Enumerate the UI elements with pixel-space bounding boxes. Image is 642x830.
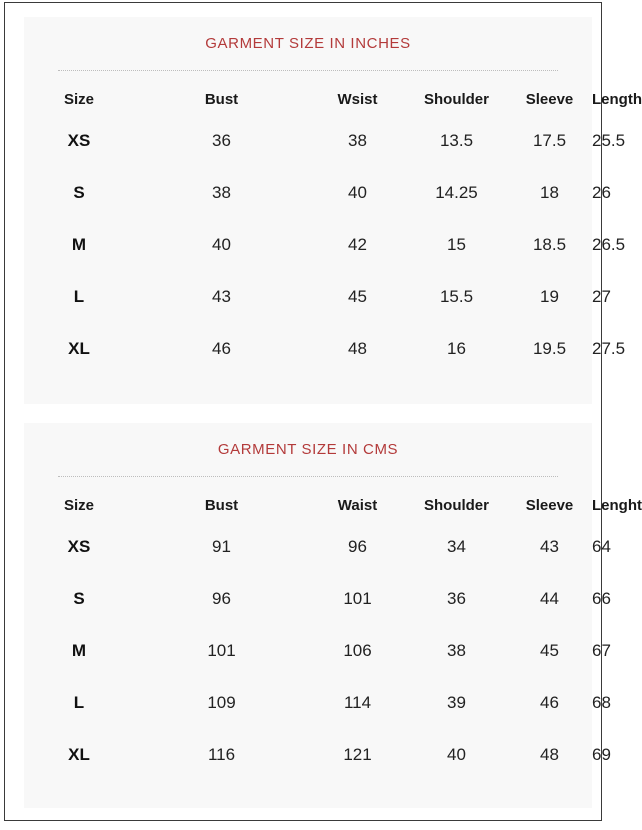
waist-cell: 40 — [348, 183, 367, 202]
header-sleeve: Sleeve — [525, 496, 574, 514]
header-shoulder: Shoulder — [423, 90, 489, 108]
table-row: XS 91 96 34 43 64 — [24, 517, 592, 573]
size-cell: XL — [68, 745, 90, 764]
header-shoulder: Shoulder — [423, 496, 489, 514]
size-cell: M — [71, 235, 87, 254]
size-cell: M — [71, 641, 87, 660]
table-header-row: Size Bust Waist Shoulder Sleeve Lenght — [24, 493, 592, 517]
sleeve-cell: 45 — [540, 641, 559, 660]
sleeve-cell: 48 — [540, 745, 559, 764]
waist-cell: 121 — [343, 745, 372, 764]
header-waist: Waist — [337, 496, 378, 514]
header-bust: Bust — [204, 496, 239, 514]
shoulder-cell: 15 — [447, 235, 466, 254]
table-row: XS 36 38 13.5 17.5 25.5 — [24, 111, 592, 167]
table-row: XL 116 121 40 48 69 — [24, 729, 592, 781]
size-cell: XS — [67, 537, 91, 556]
size-cell: S — [73, 589, 85, 608]
shoulder-cell: 40 — [447, 745, 466, 764]
bust-cell: 96 — [212, 589, 231, 608]
table-row: L 109 114 39 46 68 — [24, 677, 592, 729]
table-header-row: Size Bust Wsist Shoulder Sleeve Length — [24, 87, 592, 111]
waist-cell: 106 — [343, 641, 372, 660]
sleeve-cell: 46 — [540, 693, 559, 712]
header-size: Size — [63, 90, 94, 108]
sleeve-cell: 19.5 — [532, 339, 567, 358]
waist-cell: 48 — [348, 339, 367, 358]
sleeve-cell: 19 — [540, 287, 559, 306]
sleeve-cell: 43 — [540, 537, 559, 556]
shoulder-cell: 16 — [447, 339, 466, 358]
bust-cell: 36 — [212, 131, 231, 150]
table-row: L 43 45 15.5 19 27 — [24, 271, 592, 323]
cms-table-title: GARMENT SIZE IN CMS — [217, 441, 399, 458]
size-cell: XL — [68, 339, 90, 358]
table-row: M 101 106 38 45 67 — [24, 625, 592, 677]
table-row: S 38 40 14.25 18 26 — [24, 167, 592, 219]
header-waist: Wsist — [337, 90, 378, 108]
size-cell: L — [73, 693, 85, 712]
waist-cell: 38 — [348, 131, 367, 150]
table-row: M 40 42 15 18.5 26.5 — [24, 219, 592, 271]
title-divider — [58, 476, 558, 477]
bust-cell: 91 — [212, 537, 231, 556]
sleeve-cell: 18.5 — [532, 235, 567, 254]
bust-cell: 38 — [212, 183, 231, 202]
bust-cell: 46 — [212, 339, 231, 358]
bust-cell: 101 — [207, 641, 236, 660]
table-row: XL 46 48 16 19.5 27.5 — [24, 323, 592, 375]
waist-cell: 96 — [348, 537, 367, 556]
bust-cell: 109 — [207, 693, 236, 712]
inches-size-card — [24, 17, 642, 404]
shoulder-cell: 14.25 — [435, 183, 478, 202]
cms-size-table — [24, 493, 642, 781]
shoulder-cell: 34 — [447, 537, 466, 556]
shoulder-cell: 39 — [447, 693, 466, 712]
header-size: Size — [63, 496, 94, 514]
size-cell: L — [73, 287, 85, 306]
waist-cell: 42 — [348, 235, 367, 254]
size-cell: S — [73, 183, 85, 202]
cms-size-card — [24, 423, 642, 808]
size-chart-frame — [4, 2, 642, 821]
shoulder-cell: 36 — [447, 589, 466, 608]
header-sleeve: Sleeve — [525, 90, 574, 108]
shoulder-cell: 38 — [447, 641, 466, 660]
bust-cell: 43 — [212, 287, 231, 306]
shoulder-cell: 13.5 — [439, 131, 474, 150]
sleeve-cell: 18 — [540, 183, 559, 202]
shoulder-cell: 15.5 — [439, 287, 474, 306]
title-divider — [58, 70, 558, 71]
waist-cell: 101 — [343, 589, 372, 608]
table-row: S 96 101 36 44 66 — [24, 573, 592, 625]
waist-cell: 45 — [348, 287, 367, 306]
bust-cell: 116 — [207, 745, 236, 764]
waist-cell: 114 — [343, 693, 372, 712]
header-bust: Bust — [204, 90, 239, 108]
inches-table-title: GARMENT SIZE IN INCHES — [205, 35, 411, 52]
sleeve-cell: 44 — [540, 589, 559, 608]
size-cell: XS — [67, 131, 91, 150]
inches-size-table — [24, 87, 642, 375]
bust-cell: 40 — [212, 235, 231, 254]
sleeve-cell: 17.5 — [532, 131, 567, 150]
